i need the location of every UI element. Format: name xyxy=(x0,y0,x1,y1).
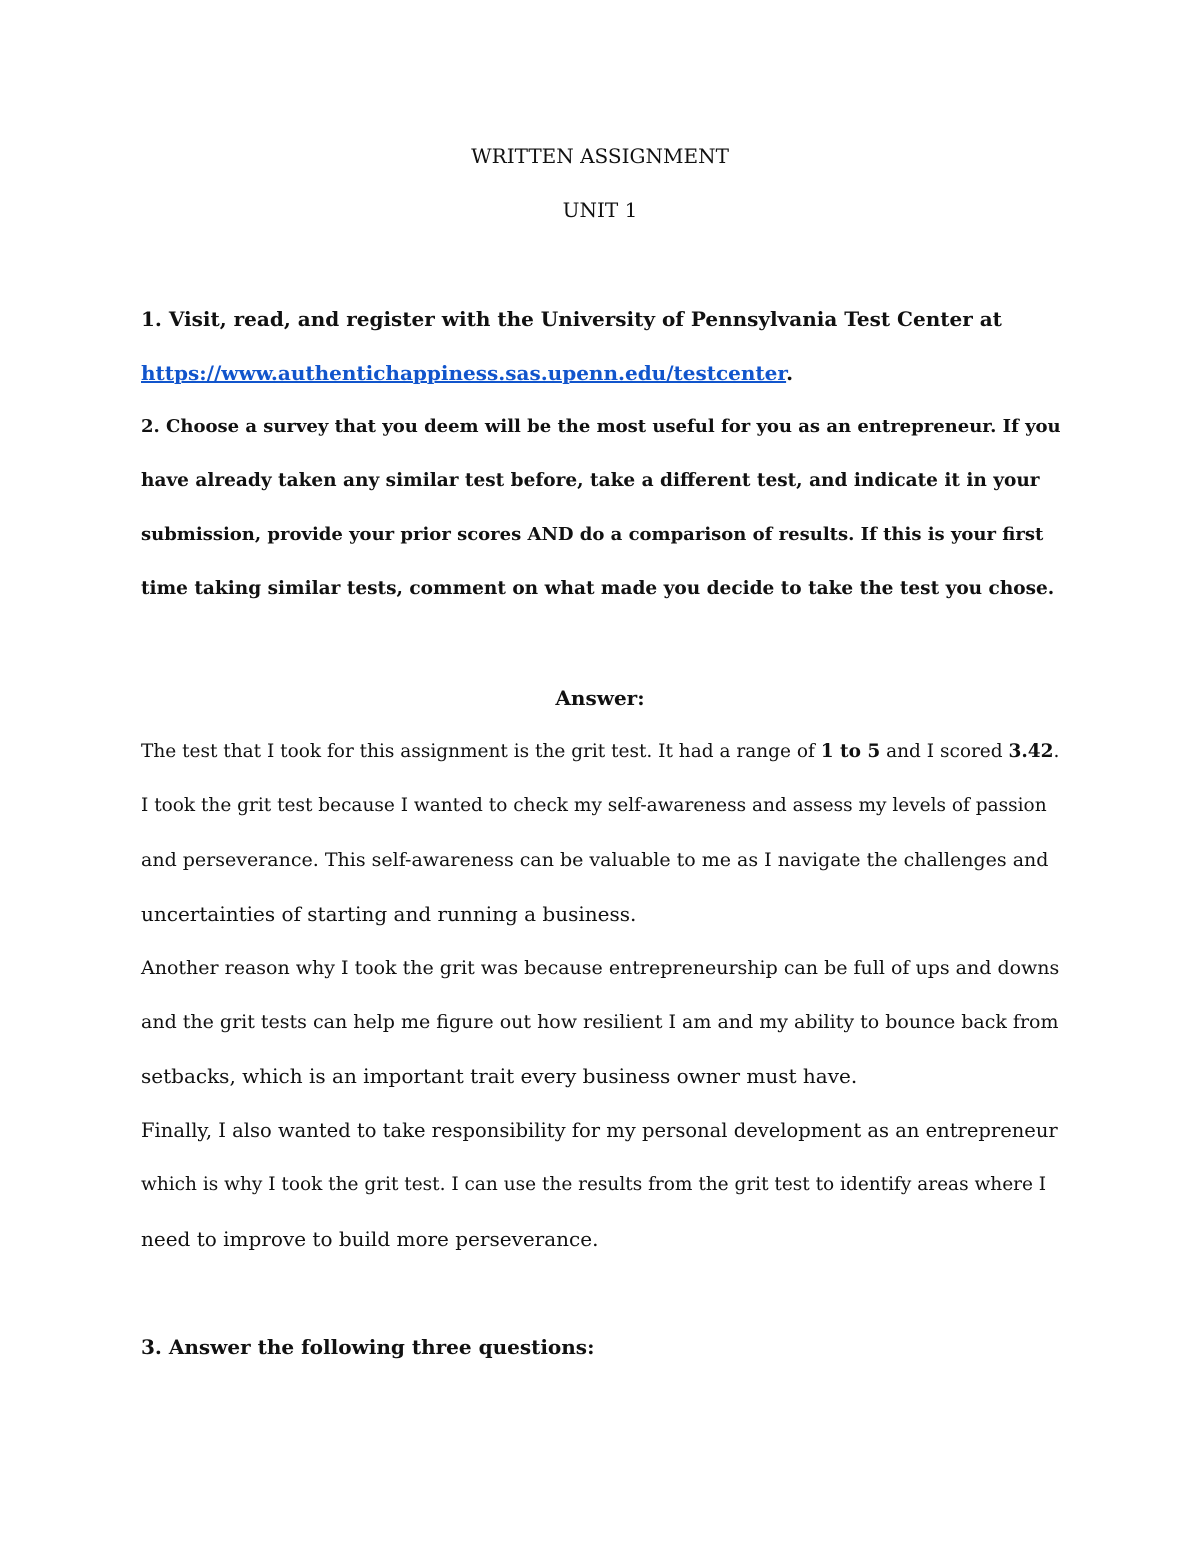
answer-line-6: and the grit tests can help me figure out how resilient I am and my ability to bounce back from xyxy=(141,1011,1059,1033)
answer-text-part: and I scored xyxy=(880,741,1009,762)
answer-line-9: which is why I took the grit test. I can use the results from the grit test to identify areas where I xyxy=(141,1174,1047,1195)
question-2-line-1: 2. Choose a survey that you deem will be the most useful for you as an entrepreneur. If you xyxy=(141,416,1061,437)
answer-line-10: need to improve to build more perseverance. xyxy=(141,1227,599,1251)
score-range: 1 to 5 xyxy=(820,741,881,762)
answer-text-part: The test that I took for this assignment is the grit test. It had a range of xyxy=(141,741,821,762)
answer-line-4: uncertainties of starting and running a business. xyxy=(141,902,637,926)
score-value: 3.42 xyxy=(1008,741,1054,762)
question-3-text: 3. Answer the following three questions: xyxy=(141,1335,595,1359)
question-2-line-2: have already taken any similar test before, take a different test, and indicate it in your xyxy=(141,470,1040,491)
answer-heading: Answer: xyxy=(555,686,645,710)
answer-line-7: setbacks, which is an important trait every business owner must have. xyxy=(141,1064,858,1088)
answer-line-5: Another reason why I took the grit was because entrepreneurship can be full of ups and downs xyxy=(141,957,1060,979)
question-1-link-line xyxy=(141,359,1061,387)
question-2-line-4: time taking similar tests, comment on what made you decide to take the test you chose. xyxy=(141,578,1055,599)
test-center-link[interactable]: https://www.authentichappiness.sas.upenn.edu/testcenter xyxy=(141,361,787,385)
answer-text-part: . xyxy=(1053,741,1060,762)
document-title: WRITTEN ASSIGNMENT xyxy=(471,144,729,168)
answer-line-2: I took the grit test because I wanted to check my self-awareness and assess my levels of passion xyxy=(141,795,1047,816)
link-period: . xyxy=(786,361,794,385)
answer-line-3: and perseverance. This self-awareness can be valuable to me as I navigate the challenges and xyxy=(141,849,1049,871)
answer-line-8: Finally, I also wanted to take responsibility for my personal development as an entrepreneur xyxy=(141,1119,1058,1142)
question-2-line-3: submission, provide your prior scores AND do a comparison of results. If this is your first xyxy=(141,524,1044,545)
answer-line-1 xyxy=(141,738,1061,766)
question-1-text: 1. Visit, read, and register with the University of Pennsylvania Test Center at xyxy=(141,307,1002,331)
document-subtitle: UNIT 1 xyxy=(562,198,638,222)
